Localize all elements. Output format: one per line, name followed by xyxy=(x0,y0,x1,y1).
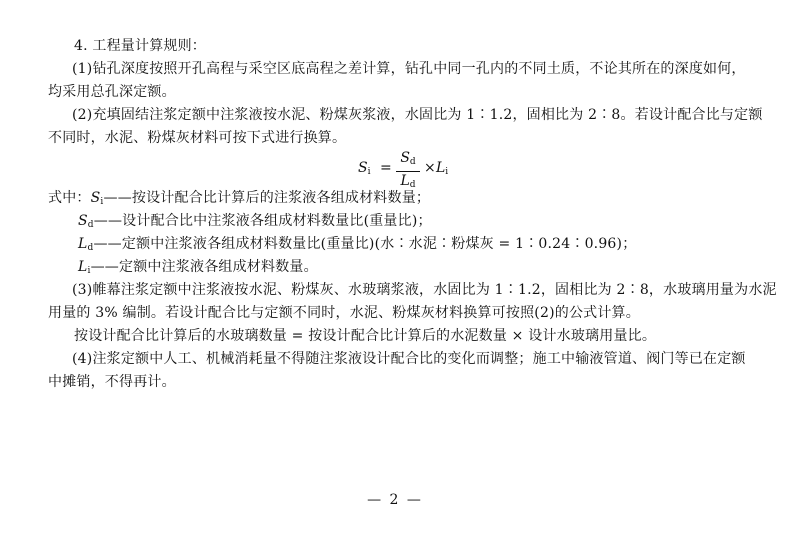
rule-3-text-line-3: 按设计配合比计算后的水玻璃数量 = 按设计配合比计算后的水泥数量 × 设计水玻璃用量比。 xyxy=(74,328,657,344)
formula-lhs-var: S xyxy=(358,160,368,176)
rule-4-line-2 xyxy=(48,372,176,392)
rule-1-text-line-2: 均采用总孔深定额。 xyxy=(48,84,176,100)
def-2-text: ——设计配合比中注浆液各组成材料数量比(重量比)； xyxy=(93,213,432,229)
def-3-sub: d xyxy=(87,243,94,253)
rule-4-text-line-1: 注浆定额中人工、机械消耗量不得随注浆液设计配合比的变化而调整；施工中输液管道、阀门等已在定额 xyxy=(92,351,746,367)
formula-num-var: S xyxy=(400,150,410,166)
section-heading-text: 4. 工程量计算规则： xyxy=(74,38,207,54)
fraction-bar xyxy=(396,171,420,172)
rule-3-text-line-2: 用量的 3% 编制。若设计配合比与定额不同时，水泥、粉煤灰材料换算可按照(2)的公式计算。 xyxy=(48,305,640,321)
rule-3-text-line-1: 帷幕注浆定额中注浆液按水泥、粉煤灰、水玻璃浆液，水固比为 1∶1.2，固相比为 2∶8，水玻璃用量为水泥 xyxy=(92,282,777,298)
rule-3-line-1 xyxy=(72,280,777,300)
formula-rhs-var: L xyxy=(436,160,446,176)
def-1-text: ——按设计配合比计算后的注浆液各组成材料数量； xyxy=(103,190,431,206)
def-3-text: ——定额中注浆液各组成材料数量比(重量比)(水∶水泥∶粉煤灰 = 1∶0.24∶0.96)； xyxy=(93,236,637,252)
rule-1-line-2 xyxy=(48,82,176,102)
rule-3-line-3 xyxy=(74,326,656,346)
rule-2-text-line-1: 充填固结注浆定额中注浆液按水泥、粉煤灰浆液，水固比为 1∶1.2，固相比为 2∶8。若设计配合比与定额 xyxy=(92,107,763,123)
rule-1-text-line-1: 钻孔深度按照开孔高程与采空区底高程之差计算，钻孔中同一孔内的不同土质，不论其所在的深度如何， xyxy=(92,61,746,77)
def-4-var: L xyxy=(78,259,88,275)
where-def-1 xyxy=(48,188,430,212)
formula-times: × xyxy=(424,160,436,176)
rule-4-text-line-2: 中摊销，不得再计。 xyxy=(48,374,176,390)
formula-rhs xyxy=(436,160,448,177)
formula-equals: = xyxy=(380,160,392,176)
where-def-3 xyxy=(78,234,636,258)
formula-den-var: L xyxy=(400,173,410,189)
formula-rhs-sub: i xyxy=(445,167,449,177)
section-heading xyxy=(74,36,206,56)
formula-lhs-sub: i xyxy=(367,167,371,177)
where-prefix: 式中： xyxy=(48,190,91,206)
def-1-sub: i xyxy=(100,197,104,207)
rule-1-label: (1) xyxy=(72,61,93,77)
formula-den-sub: d xyxy=(409,180,416,190)
formula-num-sub: d xyxy=(409,157,416,167)
rule-2-text-line-2: 不同时，水泥、粉煤灰材料可按下式进行换算。 xyxy=(48,130,347,146)
page-number: — 2 — xyxy=(367,492,423,508)
where-def-4 xyxy=(78,257,318,281)
def-2-sub: d xyxy=(87,220,94,230)
rule-3-label: (3) xyxy=(72,282,93,298)
rule-4-label: (4) xyxy=(72,351,93,367)
formula-numerator xyxy=(396,150,420,170)
rule-2-line-2 xyxy=(48,128,346,148)
def-4-sub: i xyxy=(87,266,91,276)
formula-fraction xyxy=(396,150,420,193)
def-1-var: S xyxy=(90,190,101,206)
rule-4-line-1 xyxy=(72,349,746,369)
formula-lhs xyxy=(358,160,370,177)
where-def-2 xyxy=(78,211,432,235)
rule-1-line-1 xyxy=(72,59,746,79)
rule-3-line-2 xyxy=(48,303,640,323)
rule-2-label: (2) xyxy=(72,107,93,123)
def-2-var: S xyxy=(78,213,88,229)
rule-2-line-1 xyxy=(72,105,763,125)
conversion-formula xyxy=(358,150,478,190)
def-4-text: ——定额中注浆液各组成材料数量。 xyxy=(90,259,318,275)
def-3-var: L xyxy=(78,236,88,252)
